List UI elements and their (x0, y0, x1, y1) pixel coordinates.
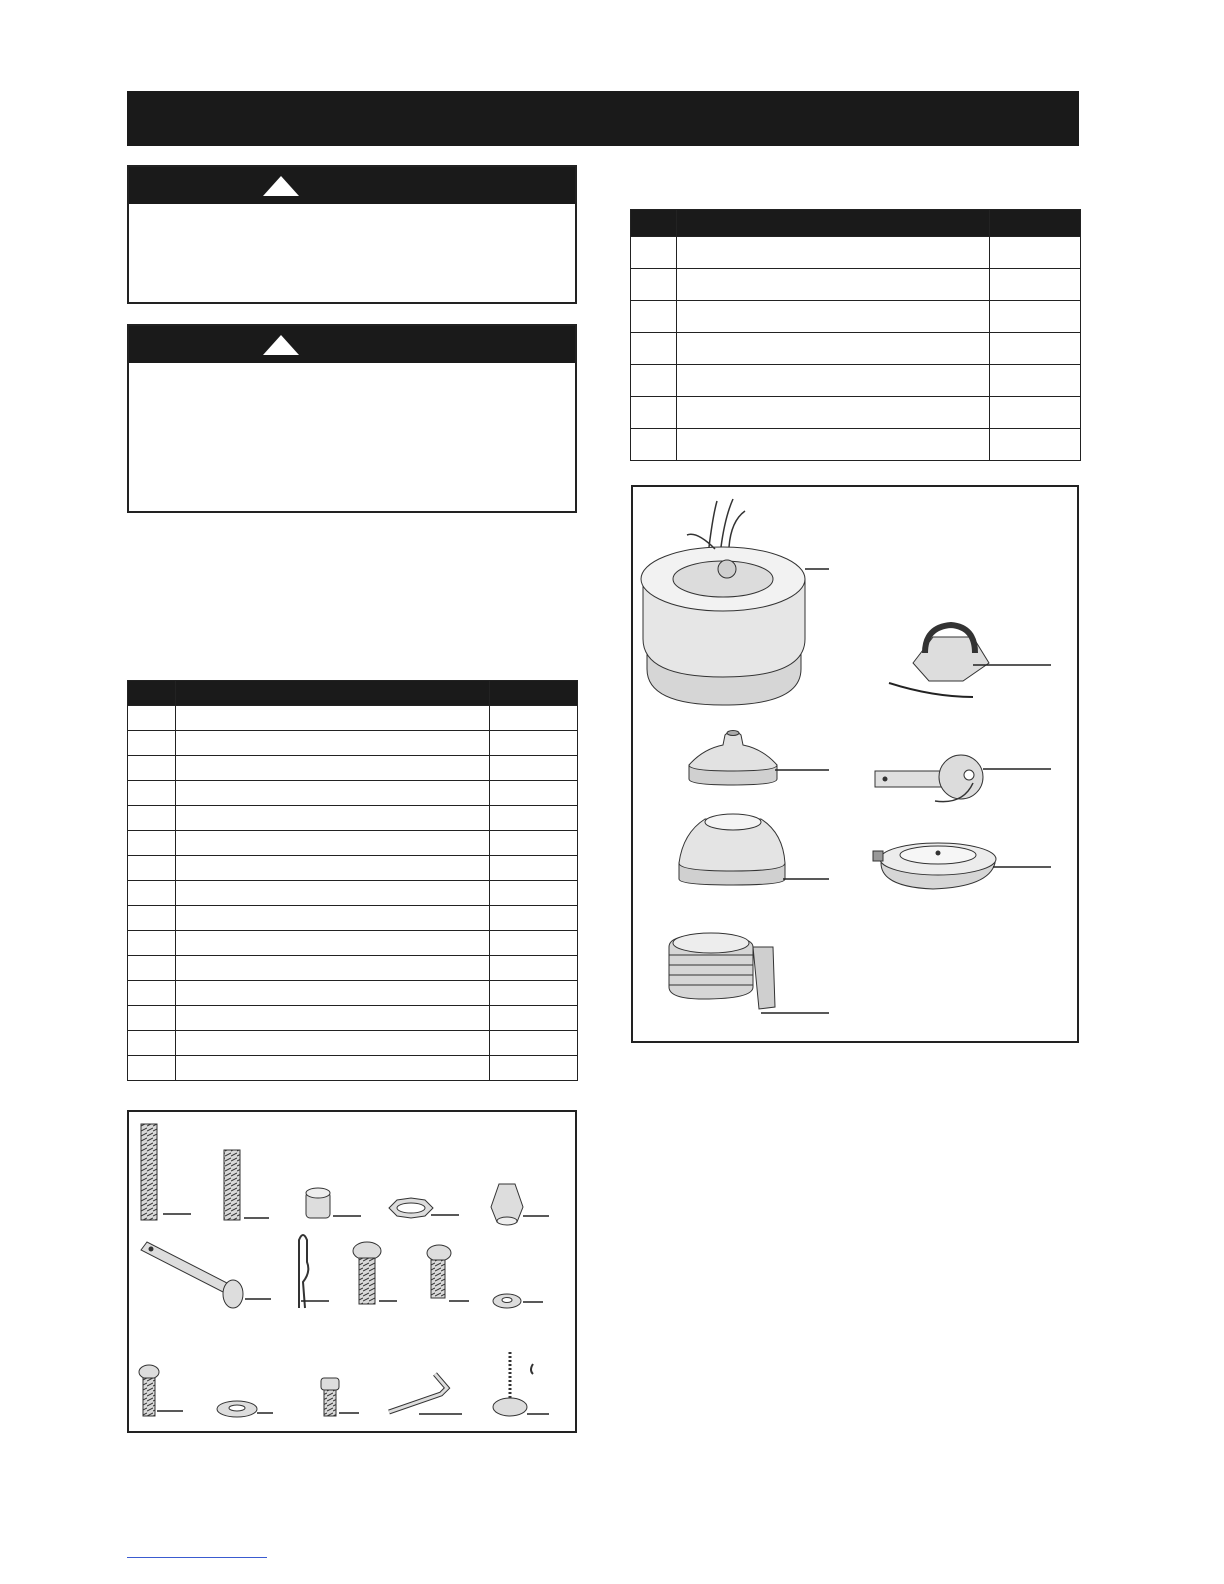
canopy-icon (679, 814, 829, 885)
set-screw-icon (321, 1378, 359, 1416)
warning-header-1 (129, 167, 575, 204)
table-row (631, 237, 1081, 269)
table-row (128, 906, 578, 931)
table-header-row (128, 681, 578, 706)
flat-washer-icon (493, 1294, 543, 1308)
warning-triangle-icon (263, 335, 299, 355)
table-row (631, 429, 1081, 461)
table-header-row (631, 210, 1081, 237)
pan-head-screw-icon (353, 1242, 397, 1304)
table-row (128, 731, 578, 756)
table-row (128, 881, 578, 906)
hex-key-icon (389, 1374, 462, 1414)
table-row (128, 781, 578, 806)
hardware-table (127, 680, 578, 1081)
table-row (128, 1056, 578, 1081)
table-row (631, 365, 1081, 397)
parts-table (630, 209, 1081, 461)
warning-box-1 (127, 165, 577, 304)
wire-connector-icon (491, 1184, 549, 1225)
footer-link-underline[interactable] (127, 1557, 267, 1558)
machine-screw-icon (427, 1245, 469, 1301)
knurled-nut-icon (306, 1188, 361, 1218)
downrod-ball-icon (875, 755, 1051, 802)
long-threaded-rod-icon (141, 1124, 191, 1220)
hardware-figure (127, 1110, 577, 1433)
table-row (128, 706, 578, 731)
pull-chain-icon (493, 1352, 549, 1416)
mounting-bracket-icon (889, 625, 1051, 697)
section-title-bar (127, 91, 1079, 146)
table-row (128, 956, 578, 981)
table-row (128, 756, 578, 781)
table-row (631, 269, 1081, 301)
table-row (128, 856, 578, 881)
table-row (128, 1031, 578, 1056)
clevis-pin-icon (141, 1242, 271, 1308)
table-row (631, 397, 1081, 429)
blade-screw-icon (139, 1365, 183, 1416)
table-row (128, 1006, 578, 1031)
table-row (128, 806, 578, 831)
split-lock-washer-icon (217, 1401, 273, 1417)
warning-header-2 (129, 326, 575, 363)
threaded-rod-icon (224, 1150, 269, 1220)
table-row (631, 301, 1081, 333)
warning-triangle-icon (263, 176, 299, 196)
table-row (128, 931, 578, 956)
switch-housing-cap-icon (873, 843, 1051, 889)
table-row (128, 831, 578, 856)
canopy-cover-icon (689, 731, 829, 786)
table-row (631, 333, 1081, 365)
parts-figure (631, 485, 1079, 1043)
ceiling-shims-icon (669, 933, 829, 1013)
table-row (128, 981, 578, 1006)
star-lock-washer-icon (389, 1198, 459, 1218)
warning-box-2 (127, 324, 577, 513)
hitch-pin-clip-icon (299, 1235, 329, 1308)
motor-housing-icon (641, 499, 829, 705)
